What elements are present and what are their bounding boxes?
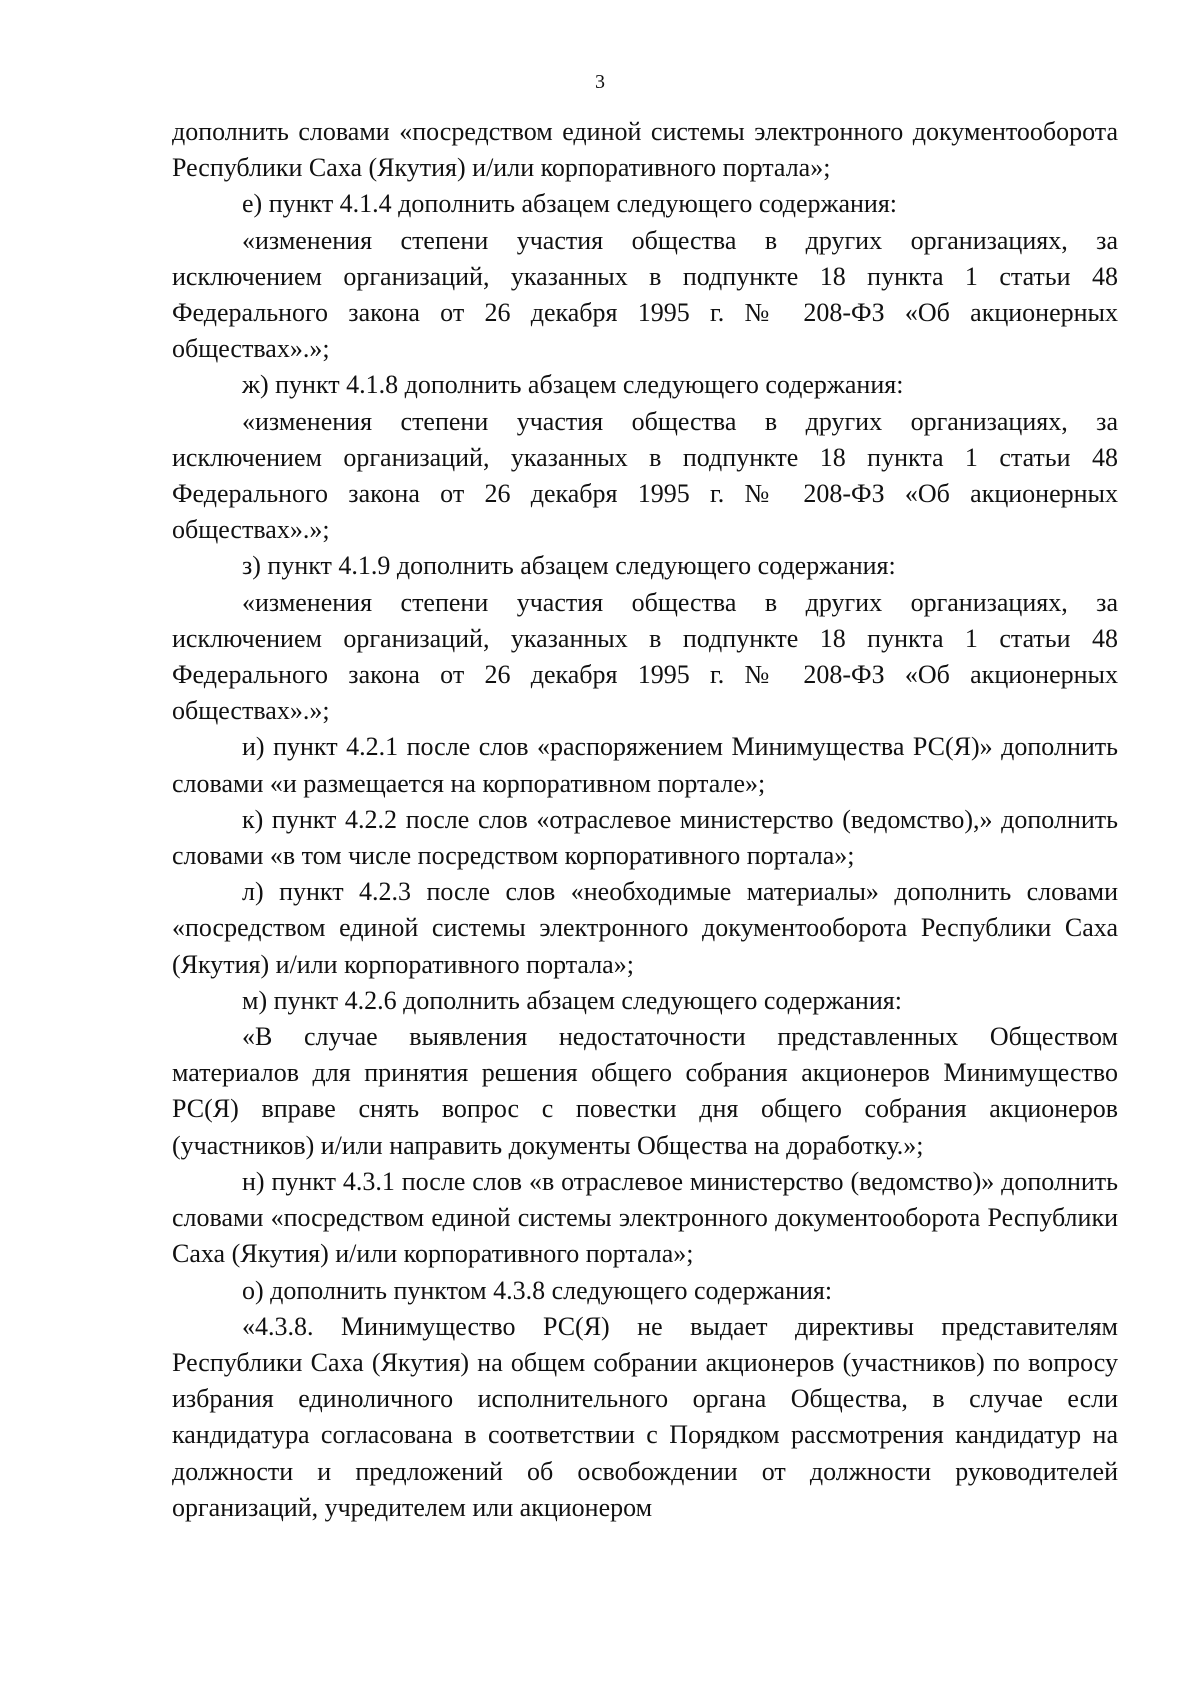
paragraph-item-z: з) пункт 4.1.9 дополнить абзацем следующего содержания: [242,551,896,581]
paragraph-item-zh: ж) пункт 4.1.8 дополнить абзацем следующего содержания: [242,370,904,400]
paragraph-item-o: о) дополнить пунктом 4.3.8 следующего содержания: [242,1275,833,1305]
paragraph-quote-zh: «изменения степени участия общества в других организациях, за исключением организаций, указанных в подпункте 18 пункта 1 статьи 48 Федерального закона от 26 декабря 1995 г. № 208-ФЗ «Об акционерных обществах».»; [172,406,1118,545]
paragraph-quote-o: «4.3.8. Минимущество РС(Я) не выдает директивы представителям Республики Саха (Якутия) на общем собрании акционеров (участников) по вопросу избрания единоличного исполнительного органа Общества, в случае если кандидатура согласована в соответствии с Порядком рассмотрения кандидатур на должности и предложений об освобождении от должности руководителей организаций, учредителем или акционером [172,1311,1118,1522]
paragraph-item-i: и) пункт 4.2.1 после слов «распоряжением Минимущества РС(Я)» дополнить словами «и размещается на корпоративном портале»; [172,732,1118,798]
paragraph-item-l: л) пункт 4.2.3 после слов «необходимые материалы» дополнить словами «посредством единой системы электронного документооборота Республики Саха (Якутия) и/или корпоративного портала»; [172,877,1118,979]
paragraph-item-k: к) пункт 4.2.2 после слов «отраслевое министерство (ведомство),» дополнить словами «в том числе посредством корпоративного портала»; [172,804,1118,871]
paragraph-quote-z: «изменения степени участия общества в других организациях, за исключением организаций, указанных в подпункте 18 пункта 1 статьи 48 Федерального закона от 26 декабря 1995 г. № 208-ФЗ «Об акционерных обществах».»; [172,587,1118,726]
paragraph-quote-m: «В случае выявления недостаточности представленных Обществом материалов для принятия решения общего собрания акционеров Минимущество РС(Я) вправе снять вопрос с повестки дня общего собрания акционеров (участников) и/или направить документы Общества на доработку.»; [172,1022,1118,1160]
paragraph-item-e: е) пункт 4.1.4 дополнить абзацем следующего содержания: [242,189,898,219]
paragraph-item-n: н) пункт 4.3.1 после слов «в отраслевое министерство (ведомство)» дополнить словами «посредством единой системы электронного документооборота Республики Саха (Якутия) и/или корпоративного портала»; [172,1166,1118,1269]
paragraph-continuation: дополнить словами «посредством единой системы электронного документооборота Республики Саха (Якутия) и/или корпоративного портала»; [172,117,1118,183]
document-body [172,114,1118,1526]
page-number: 3 [595,71,605,93]
paragraph-quote-e: «изменения степени участия общества в других организациях, за исключением организаций, указанных в подпункте 18 пункта 1 статьи 48 Федерального закона от 26 декабря 1995 г. № 208-ФЗ «Об акционерных обществах».»; [172,225,1118,364]
paragraph-item-m: м) пункт 4.2.6 дополнить абзацем следующего содержания: [242,985,902,1015]
